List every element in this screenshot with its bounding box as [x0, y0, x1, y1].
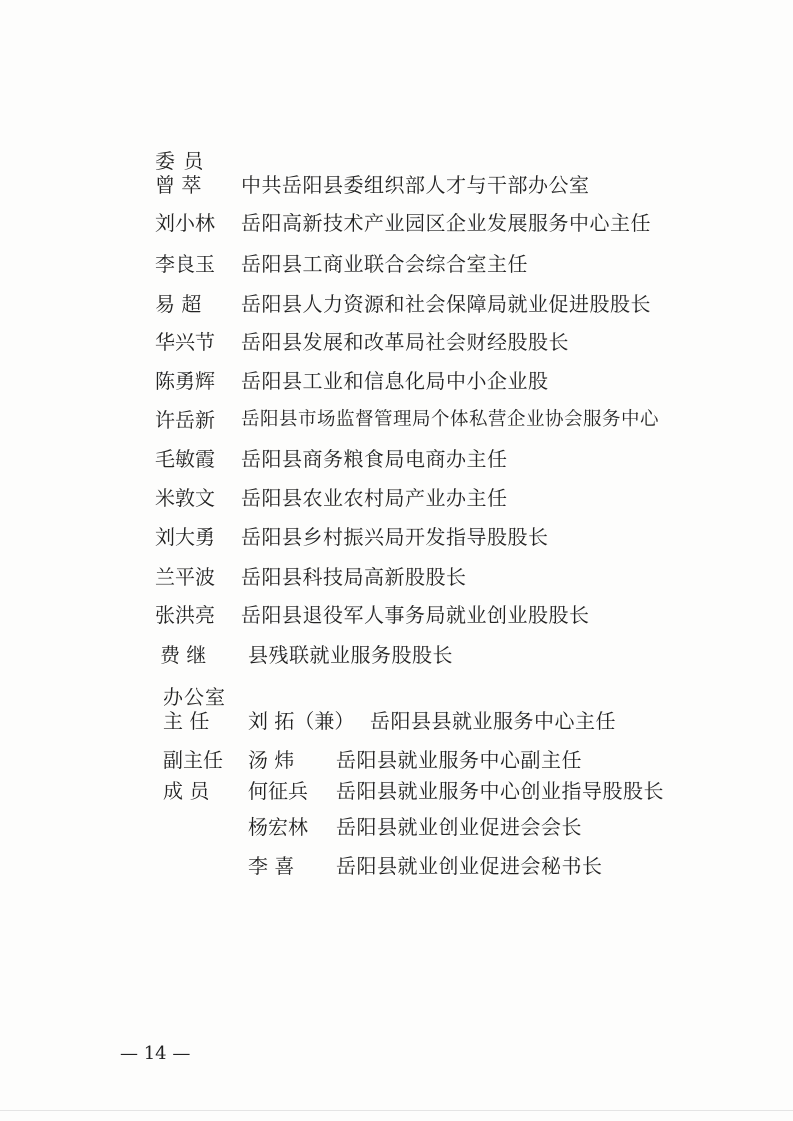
office-row [0, 851, 793, 881]
office-person: 杨宏林 [248, 815, 308, 839]
member-name: 李良玉 [155, 252, 215, 276]
members-heading: 委 员 [155, 149, 205, 173]
member-title: 岳阳县市场监督管理局个体私营企业协会服务中心 [241, 409, 660, 430]
office-person: 刘 拓（兼） [248, 709, 355, 733]
office-row [0, 776, 793, 806]
office-duty: 岳阳县就业创业促进会会长 [336, 815, 582, 839]
office-row [0, 745, 793, 775]
office-person: 何征兵 [248, 779, 308, 803]
member-row [0, 405, 793, 435]
member-row [0, 289, 793, 319]
member-row [0, 170, 793, 200]
member-row [0, 444, 793, 474]
member-title: 岳阳县退役军人事务局就业创业股股长 [241, 603, 590, 627]
office-row [0, 812, 793, 842]
office-heading: 办公室 [163, 685, 226, 709]
member-row [0, 249, 793, 279]
member-title: 县残联就业服务股股长 [248, 643, 453, 667]
member-title: 岳阳县工业和信息化局中小企业股 [241, 369, 549, 393]
member-row [0, 562, 793, 592]
office-row [0, 706, 793, 736]
member-title: 岳阳县工商业联合会综合室主任 [241, 252, 528, 276]
member-row [0, 366, 793, 396]
office-role: 副主任 [163, 748, 223, 772]
member-title: 岳阳县科技局高新股股长 [241, 565, 467, 589]
member-title: 岳阳县商务粮食局电商办主任 [241, 447, 508, 471]
office-role: 成 员 [163, 779, 210, 803]
member-name: 刘小林 [155, 211, 215, 235]
member-name: 费 继 [160, 643, 207, 667]
member-row [0, 522, 793, 552]
member-row [0, 600, 793, 630]
member-name: 许岳新 [155, 408, 215, 432]
member-name: 华兴节 [155, 330, 215, 354]
member-name: 毛敏霞 [155, 447, 215, 471]
member-name: 曾 萃 [155, 173, 202, 197]
office-person: 李 喜 [248, 854, 295, 878]
office-duty: 岳阳县县就业服务中心主任 [370, 709, 616, 733]
member-title: 中共岳阳县委组织部人才与干部办公室 [241, 173, 590, 197]
member-title: 岳阳县农业农村局产业办主任 [241, 486, 508, 510]
office-duty: 岳阳县就业服务中心创业指导股股长 [336, 779, 664, 803]
office-duty: 岳阳县就业服务中心副主任 [336, 748, 582, 772]
office-role: 主 任 [163, 709, 210, 733]
member-name: 陈勇辉 [155, 369, 215, 393]
member-name: 兰平波 [155, 565, 215, 589]
member-row [0, 483, 793, 513]
scan-edge-divider [0, 1110, 793, 1111]
member-title: 岳阳县人力资源和社会保障局就业促进股股长 [241, 292, 651, 316]
page-number: — 14 — [120, 1043, 191, 1064]
member-title: 岳阳县发展和改革局社会财经股股长 [241, 330, 569, 354]
member-title: 岳阳县乡村振兴局开发指导股股长 [241, 525, 549, 549]
member-row [0, 327, 793, 357]
member-name: 张洪亮 [155, 603, 215, 627]
member-name: 易 超 [155, 292, 202, 316]
member-name: 刘大勇 [155, 525, 215, 549]
member-name: 米敦文 [155, 486, 215, 510]
member-row [0, 208, 793, 238]
office-duty: 岳阳县就业创业促进会秘书长 [336, 854, 603, 878]
member-row [0, 640, 793, 670]
member-title: 岳阳高新技术产业园区企业发展服务中心主任 [241, 211, 651, 235]
office-person: 汤 炜 [248, 748, 295, 772]
